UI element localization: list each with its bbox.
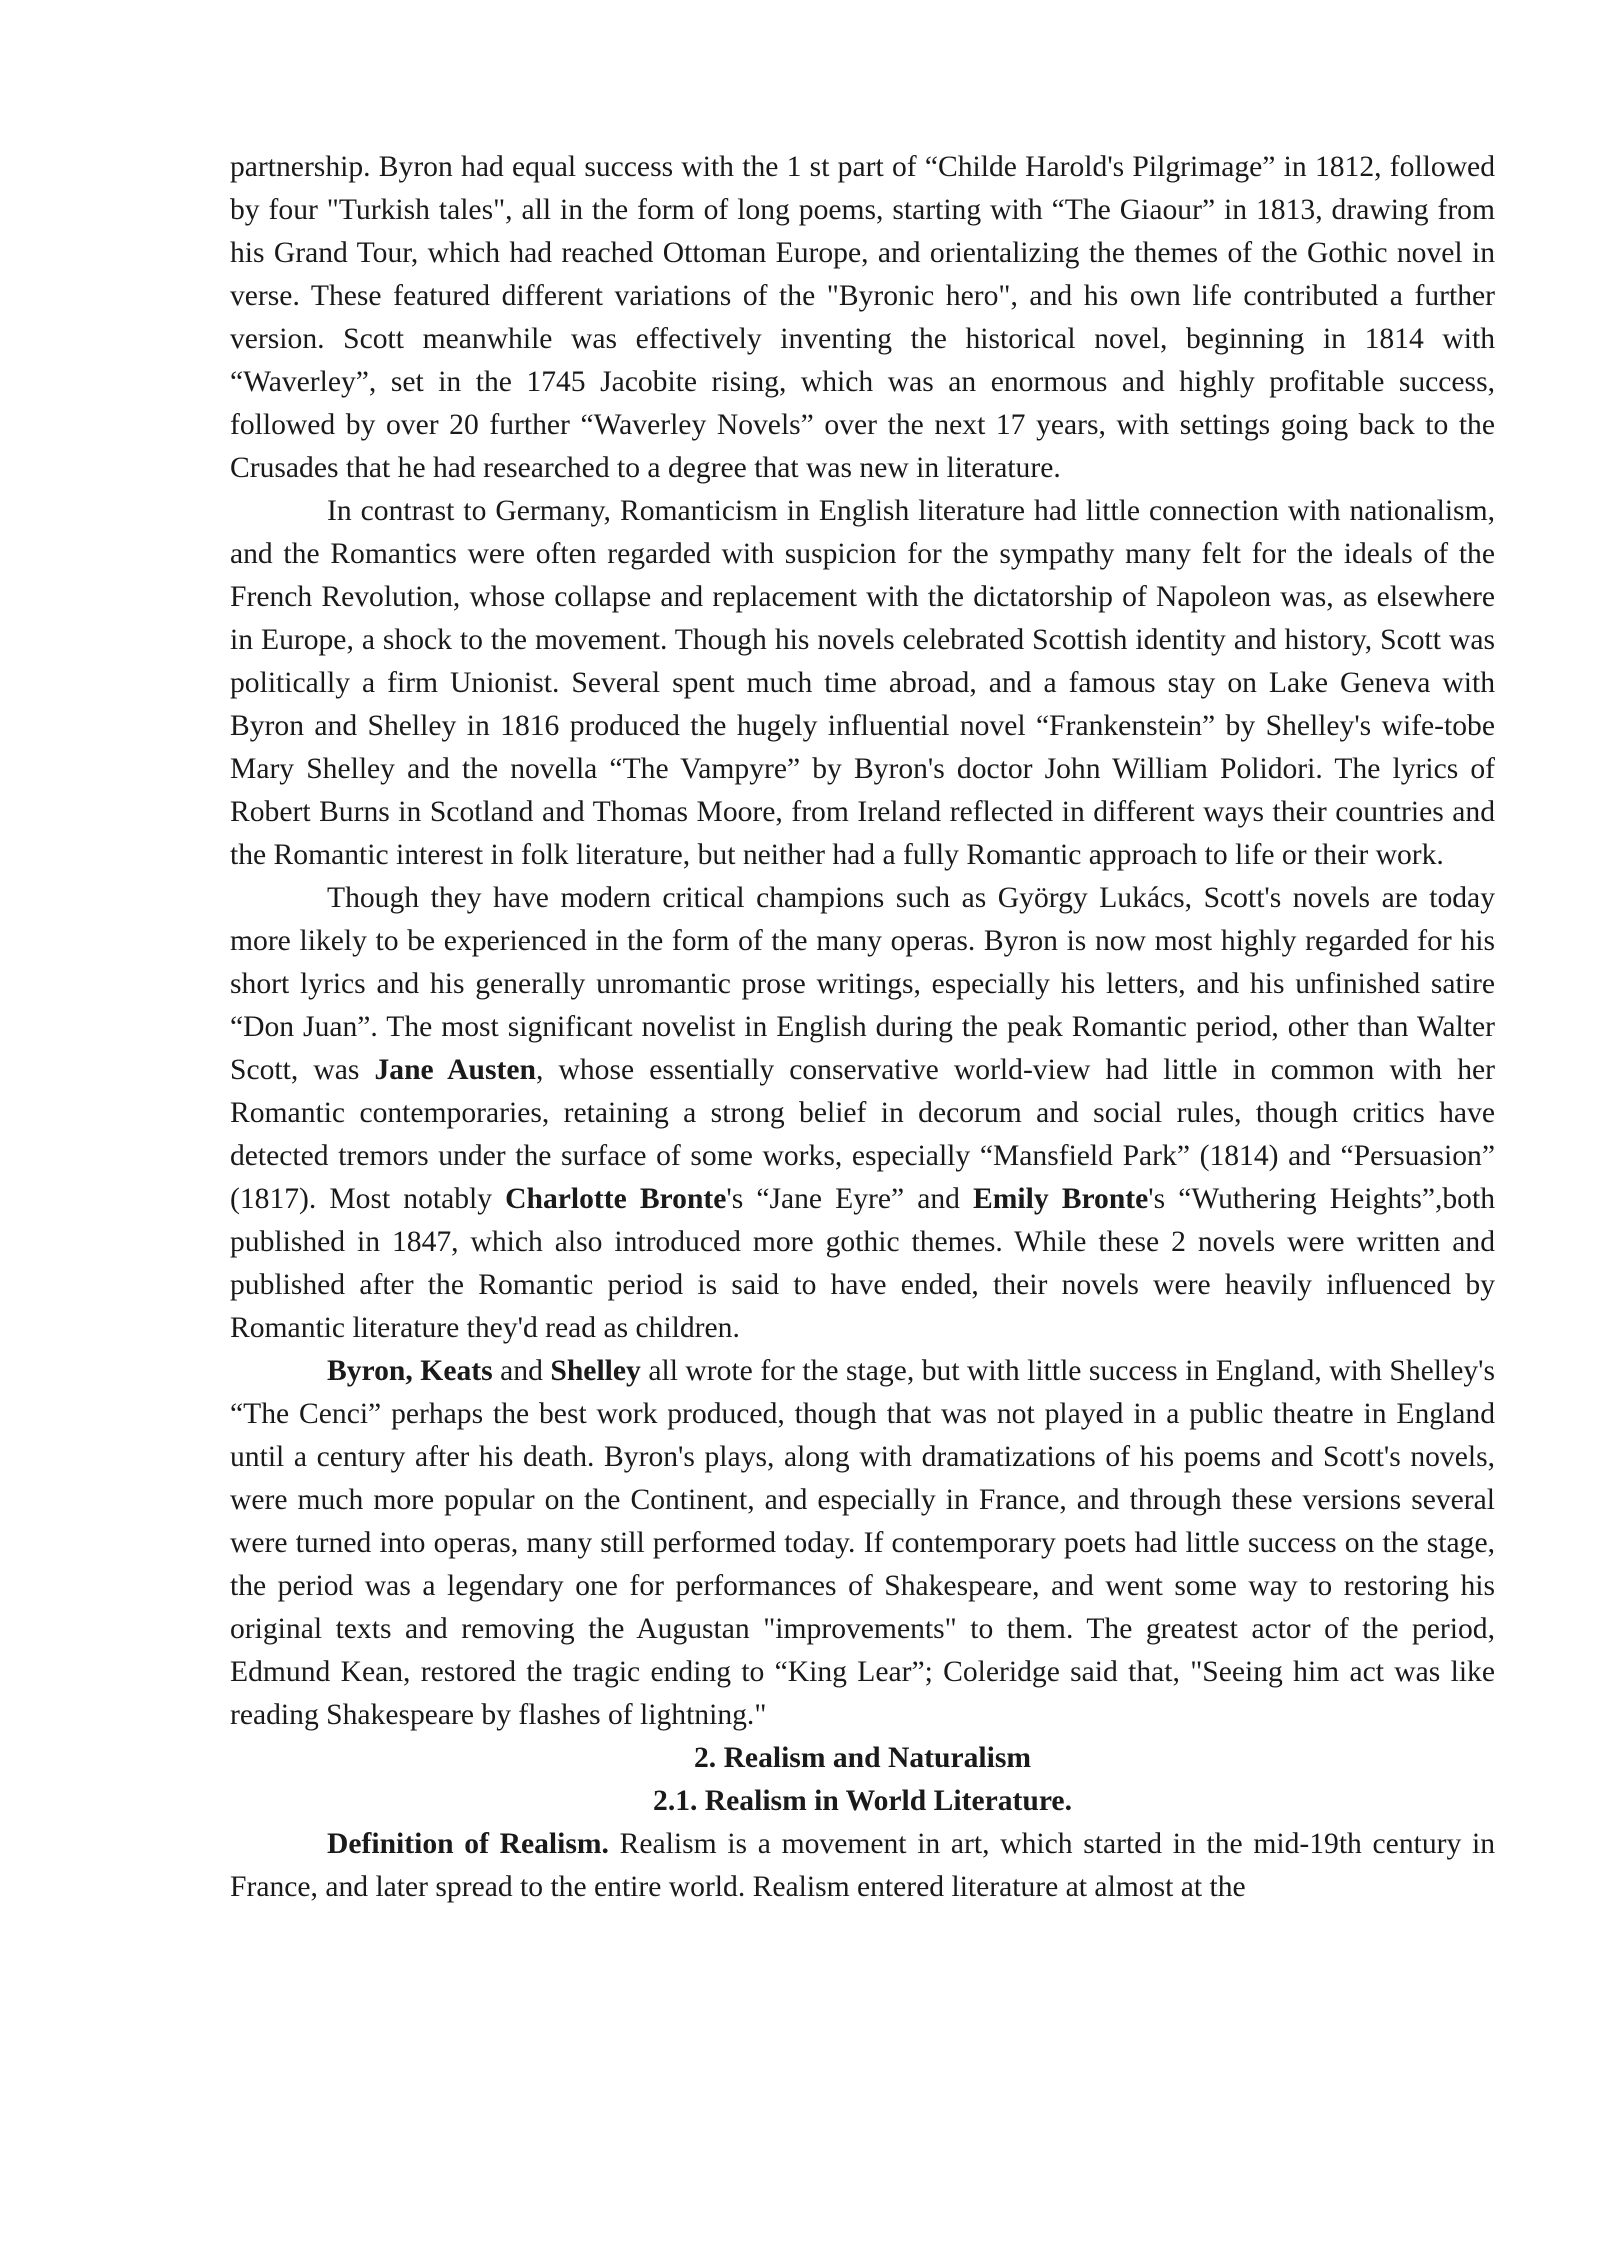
paragraph-text: and bbox=[492, 1355, 551, 1387]
paragraph-text: 's “Jane Eyre” and bbox=[726, 1183, 973, 1215]
paragraph-romantic-success bbox=[230, 146, 1495, 490]
paragraph-text: partnership. Byron had equal success with the 1 st part of “Childe Harold's Pilgrimage” in 1812, followed by four "Turkish tales", all in the form of long poems, starting with “The Giaour” in 1813, drawing from his Grand Tour, which had reached Ottoman Europe, and orientalizing the themes of the Gothic novel in verse. These featured different variations of the "Byronic hero", and his own life contributed a further version. Scott meanwhile was effectively inventing the historical novel, beginning in 1814 with “Waverley”, set in the 1745 Jacobite rising, which was an enormous and highly profitable success, followed by over 20 further “Waverley Novels” over the next 17 years, with settings going back to the Crusades that he had researched to a degree that was new in literature. bbox=[230, 151, 1495, 484]
bold-name-emily-bronte: Emily Bronte bbox=[973, 1183, 1149, 1215]
bold-name-jane-austen: Jane Austen bbox=[374, 1054, 536, 1086]
paragraph-text: In contrast to Germany, Romanticism in English literature had little connection with nationalism, and the Romantics were often regarded with suspicion for the sympathy many felt for the ideals of the French Revolution, whose collapse and replacement with the dictatorship of Napoleon was, as elsewhere in Europe, a shock to the movement. Though his novels celebrated Scottish identity and history, Scott was politically a firm Unionist. Several spent much time abroad, and a famous stay on Lake Geneva with Byron and Shelley in 1816 produced the hugely influential novel “Frankenstein” by Shelley's wife-tobe Mary Shelley and the novella “The Vampyre” by Byron's doctor John William Polidori. The lyrics of Robert Burns in Scotland and Thomas Moore, from Ireland reflected in different ways their countries and the Romantic interest in folk literature, but neither had a fully Romantic approach to life or their work. bbox=[230, 495, 1495, 871]
paragraph-text: , whose essentially conservative world-view had little in common with her Romantic contemporaries, retaining a strong belief in decorum and social rules, though critics have detected tremors under the surface of some works, especially “Mansfield Park” (1814) and “Persuasion” (1817). Most notably bbox=[230, 1054, 1495, 1215]
paragraph-stage-works bbox=[230, 1350, 1495, 1737]
subsection-heading: 2.1. Realism in World Literature. bbox=[653, 1785, 1072, 1817]
paragraph-text: Though they have modern critical champions such as György Lukács, Scott's novels are today more likely to be experienced in the form of the many operas. Byron is now most highly regarded for his short lyrics and his generally unromantic prose writings, especially his letters, and his unfinished satire “Don Juan”. The most significant novelist in English during the peak Romantic period, other than Walter Scott, was bbox=[230, 882, 1495, 1086]
bold-name-shelley: Shelley bbox=[550, 1355, 641, 1387]
paragraph-romanticism-nationalism bbox=[230, 490, 1495, 877]
paragraph-scott-byron-austen bbox=[230, 877, 1495, 1350]
paragraph-text: all wrote for the stage, but with little success in England, with Shelley's “The Cenci” perhaps the best work produced, though that was not played in a public theatre in England until a century after his death. Byron's plays, along with dramatizations of his poems and Scott's novels, were much more popular on the Continent, and especially in France, and through these versions several were turned into operas, many still performed today. If contemporary poets had little success on the stage, the period was a legendary one for performances of Shakespeare, and went some way to restoring his original texts and removing the Augustan "improvements" to them. The greatest actor of the period, Edmund Kean, restored the tragic ending to “King Lear”; Coleridge said that, "Seeing him act was like reading Shakespeare by flashes of lightning." bbox=[230, 1355, 1495, 1731]
section-heading: 2. Realism and Naturalism bbox=[693, 1742, 1032, 1774]
paragraph-text: 's “Wuthering Heights”,both published in 1847, which also introduced more gothic themes. While these 2 novels were written and published after the Romantic period is said to have ended, their novels were heavily influenced by Romantic literature they'd read as children. bbox=[230, 1183, 1495, 1344]
bold-names-byron-keats: Byron, Keats bbox=[327, 1355, 493, 1387]
paragraph-definition-realism bbox=[230, 1823, 1495, 1909]
document-page bbox=[230, 146, 1495, 1909]
bold-term-definition: Definition of Realism. bbox=[327, 1828, 609, 1860]
bold-name-charlotte-bronte: Charlotte Bronte bbox=[505, 1183, 727, 1215]
paragraph-text: Realism is a movement in art, which started in the mid-19th century in France, and later spread to the entire world. Realism entered literature at almost at the bbox=[230, 1828, 1495, 1903]
